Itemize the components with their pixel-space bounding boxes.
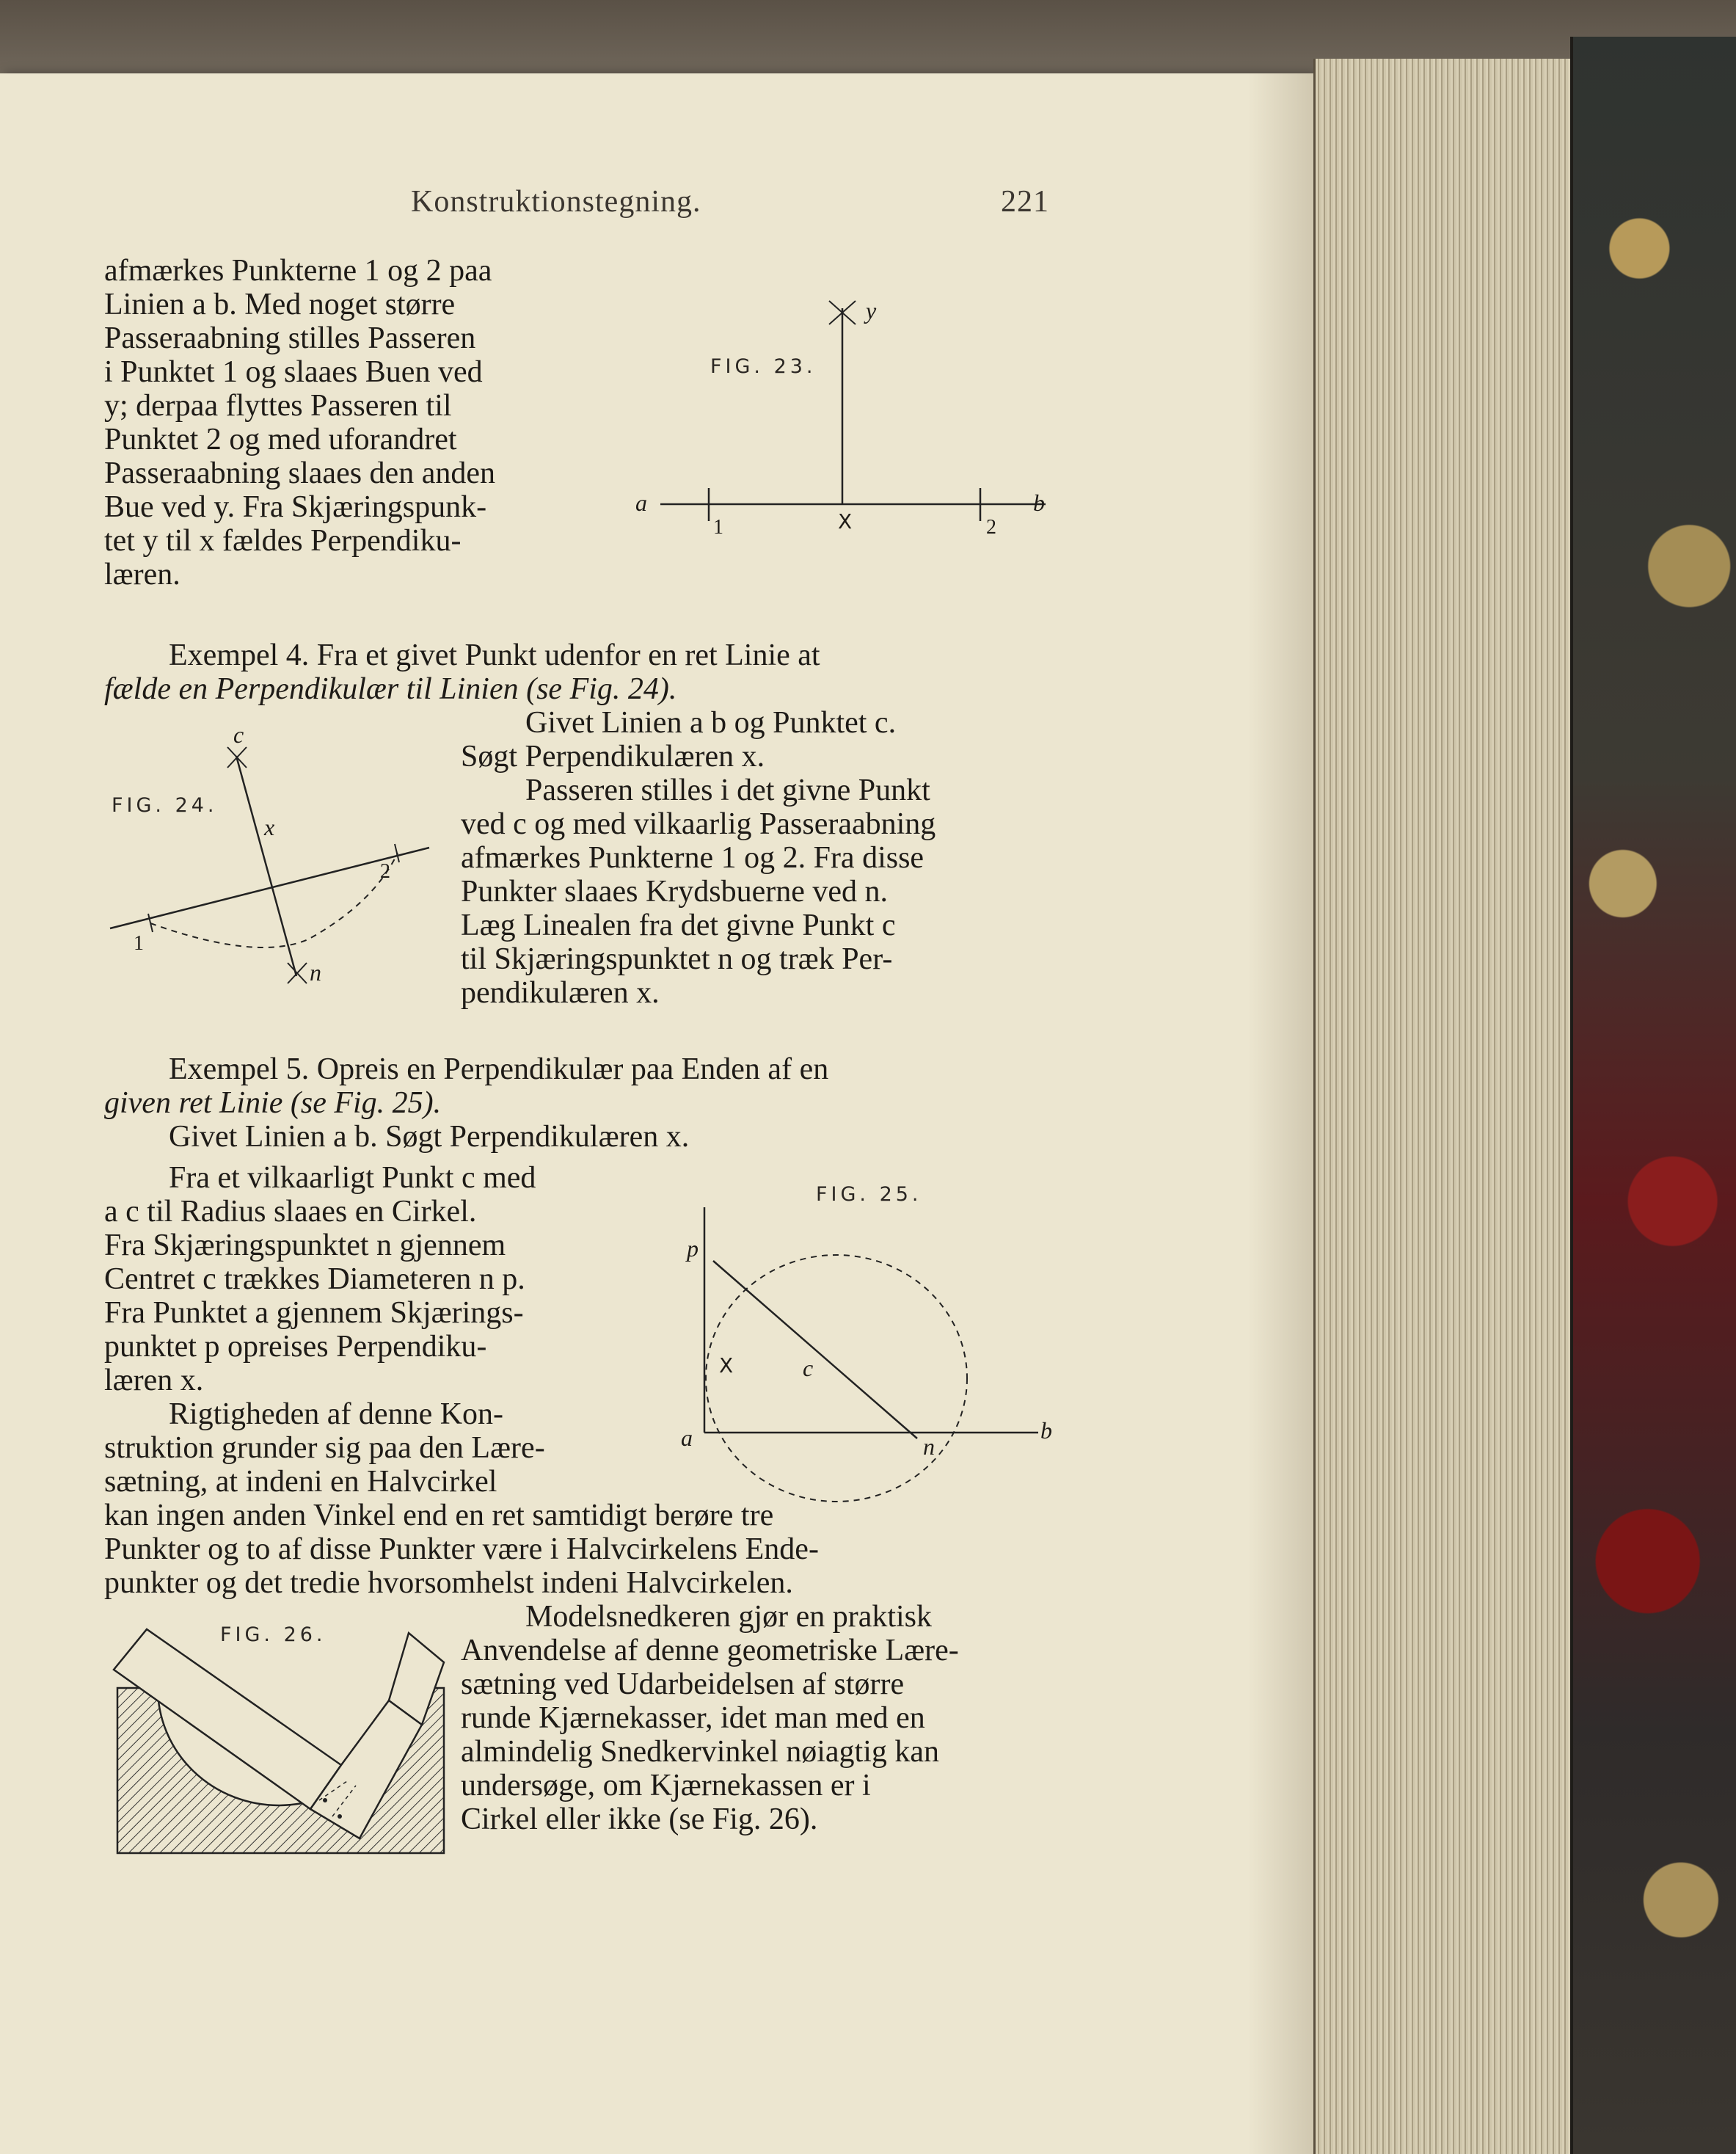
fig25-diagram bbox=[675, 1196, 1057, 1490]
text-line: Bue ved y. Fra Skjæringspunk- bbox=[104, 490, 487, 524]
text-line: til Skjæringspunktet n og træk Per- bbox=[461, 942, 893, 976]
svg-text:a: a bbox=[681, 1425, 693, 1451]
text-line: kan ingen anden Vinkel end en ret samtidigt berøre tre bbox=[104, 1499, 774, 1532]
text-line: ved c og med vilkaarlig Passeraabning bbox=[461, 807, 936, 841]
fig24-diagram bbox=[110, 721, 440, 998]
svg-text:1: 1 bbox=[134, 932, 144, 955]
text-line: sætning, at indeni en Halvcirkel bbox=[104, 1465, 497, 1499]
text-line: Punkter og to af disse Punkter være i Halvcirkelens Ende- bbox=[104, 1532, 819, 1566]
fig23-caption: FIG. 23. bbox=[710, 355, 817, 378]
example4-heading: Exempel 4. Fra et givet Punkt udenfor en ret Linie at bbox=[169, 638, 820, 672]
text-line: undersøge, om Kjærnekassen er i bbox=[461, 1769, 871, 1802]
text-line: afmærkes Punkterne 1 og 2 paa bbox=[104, 254, 492, 288]
text-line: i Punktet 1 og slaaes Buen ved bbox=[104, 355, 483, 389]
svg-text:n: n bbox=[923, 1433, 935, 1460]
text-line: Passeraabning slaaes den anden bbox=[104, 456, 495, 490]
text-line: Cirkel eller ikke (se Fig. 26). bbox=[461, 1802, 818, 1836]
svg-text:a: a bbox=[635, 490, 647, 516]
text-line: runde Kjærnekasser, idet man med en bbox=[461, 1701, 925, 1735]
text-line: Centret c trækkes Diameteren n p. bbox=[104, 1262, 525, 1296]
svg-text:2: 2 bbox=[380, 860, 390, 883]
text-line: læren x. bbox=[104, 1364, 204, 1397]
fig26-diagram bbox=[114, 1618, 451, 1860]
svg-text:b: b bbox=[1040, 1417, 1052, 1444]
text-line: struktion grunder sig paa den Lære- bbox=[104, 1431, 545, 1465]
page-gutter-shade bbox=[1247, 73, 1313, 2154]
text-line: a c til Radius slaaes en Cirkel. bbox=[104, 1195, 477, 1229]
example5-heading: Exempel 5. Opreis en Perpendikulær paa Enden af en bbox=[169, 1052, 829, 1086]
text-line: Fra et vilkaarligt Punkt c med bbox=[169, 1161, 536, 1195]
text-line: punkter og det tredie hvorsomhelst indeni Halvcirkelen. bbox=[104, 1566, 793, 1600]
fig26-caption: FIG. 26. bbox=[220, 1623, 327, 1646]
svg-text:c: c bbox=[803, 1355, 814, 1381]
text-line: Læg Linealen fra det givne Punkt c bbox=[461, 909, 896, 942]
text-line: almindelig Snedkervinkel nøiagtig kan bbox=[461, 1735, 940, 1769]
text-line: Givet Linien a b. Søgt Perpendikulæren x. bbox=[169, 1120, 690, 1154]
running-header-title: Konstruktionstegning. bbox=[411, 185, 701, 219]
text-line: Passeraabning stilles Passeren bbox=[104, 321, 476, 355]
svg-text:X: X bbox=[838, 509, 853, 534]
svg-text:n: n bbox=[310, 959, 321, 986]
text-line: Givet Linien a b og Punktet c. bbox=[525, 706, 897, 740]
svg-text:p: p bbox=[687, 1235, 699, 1262]
text-line: pendikulæren x. bbox=[461, 976, 660, 1010]
example4-heading: fælde en Perpendikulær til Linien (se Fig. 24). bbox=[104, 672, 677, 706]
text-line: Punkter slaaes Krydsbuerne ved n. bbox=[461, 875, 889, 909]
text-line: Fra Skjæringspunktet n gjennem bbox=[104, 1229, 506, 1262]
fig25-caption: FIG. 25. bbox=[816, 1183, 922, 1206]
svg-text:X: X bbox=[719, 1353, 734, 1378]
page-number: 221 bbox=[1001, 185, 1049, 219]
text-line: y; derpaa flyttes Passeren til bbox=[104, 389, 452, 423]
text-line: tet y til x fældes Perpendiku- bbox=[104, 524, 462, 558]
text-line: afmærkes Punkterne 1 og 2. Fra disse bbox=[461, 841, 924, 875]
text-line: Rigtigheden af denne Kon- bbox=[169, 1397, 504, 1431]
text-line: punktet p opreises Perpendiku- bbox=[104, 1330, 487, 1364]
example5-heading: given ret Linie (se Fig. 25). bbox=[104, 1086, 442, 1120]
page-edges bbox=[1313, 59, 1572, 2154]
svg-text:c: c bbox=[233, 721, 244, 748]
svg-text:2: 2 bbox=[986, 516, 996, 539]
text-line: læren. bbox=[104, 558, 180, 592]
text-line: Punktet 2 og med uforandret bbox=[104, 423, 457, 456]
svg-text:1: 1 bbox=[713, 516, 723, 539]
marbled-endpaper bbox=[1570, 37, 1736, 2154]
svg-text:y: y bbox=[866, 297, 877, 324]
text-line: Fra Punktet a gjennem Skjærings- bbox=[104, 1296, 524, 1330]
svg-text:b: b bbox=[1033, 490, 1045, 516]
fig23-diagram bbox=[631, 286, 1057, 558]
text-line: Anvendelse af denne geometriske Lære- bbox=[461, 1634, 959, 1667]
text-line: sætning ved Udarbeidelsen af større bbox=[461, 1667, 905, 1701]
text-line: Linien a b. Med noget større bbox=[104, 288, 456, 321]
text-line: Passeren stilles i det givne Punkt bbox=[525, 774, 930, 807]
text-line: Søgt Perpendikulæren x. bbox=[461, 740, 765, 774]
fig24-caption: FIG. 24. bbox=[112, 794, 218, 817]
text-line: Modelsnedkeren gjør en praktisk bbox=[525, 1600, 933, 1634]
svg-text:x: x bbox=[264, 814, 275, 840]
